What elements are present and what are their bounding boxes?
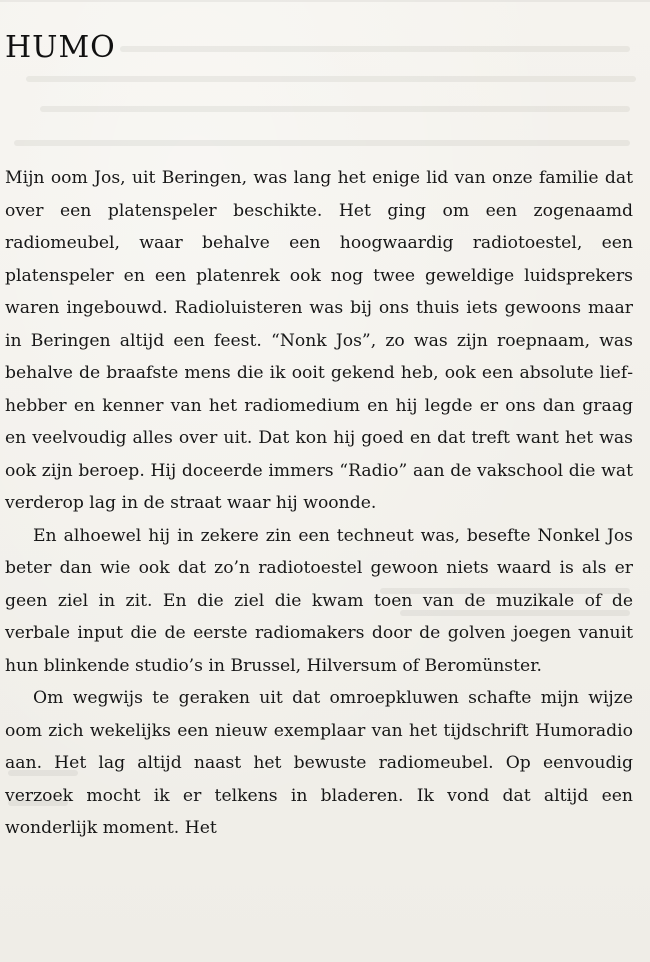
paragraph-1: Mijn oom Jos, uit Beringen, was lang het enige lid van onze familie dat over een platenspeler beschikte. Het ging om een zogenaamd radiomeubel, waar behalve een hoogwaardig radiotoestel, een platenspeler en een platenrek ook nog twee geweldige luidsprekers waren ingebouwd. Radioluisteren was bij ons thuis iets gewoons maar in Beringen altijd een feest. “Nonk Jos”, zo was zijn roepnaam, was behalve de braafste mens die ik ooit gekend heb, ook een absolute liefhebber en kenner van het radiomedium en hij legde er ons dan graag en veelvoudig alles over uit. Dat kon hij goed en dat treft want het was ook zijn beroep. Hij doceerde immers “Radio” aan de vakschool die wat verderop lag in de straat waar hij woonde.: [5, 168, 633, 513]
document-title: HUMO: [5, 30, 116, 65]
page-top-edge: [0, 0, 650, 2]
paragraph-3: Om wegwijs te geraken uit dat omroepkluwen schafte mijn wijze oom zich wekelijks een nieuw exemplaar van het tijdschrift Humoradio aan. Het lag altijd naast het bewuste radiomeubel. Op eenvoudig verzoek mocht ik er telkens in bladeren. Ik vond dat altijd een wonderlijk moment. Het: [5, 688, 633, 838]
paragraph-2: En alhoewel hij in zekere zin een techneut was, besefte Nonkel Jos beter dan wie ook dat zo’n radiotoestel gewoon niets waard is als er geen ziel in zit. En die ziel die kwam toen van de muzikale of de verbale input die de eerste radiomakers door de golven joegen vanuit hun blinkende studio’s in Brussel, Hilversum of Beromünster.: [5, 525, 633, 676]
article-body: [5, 162, 633, 845]
